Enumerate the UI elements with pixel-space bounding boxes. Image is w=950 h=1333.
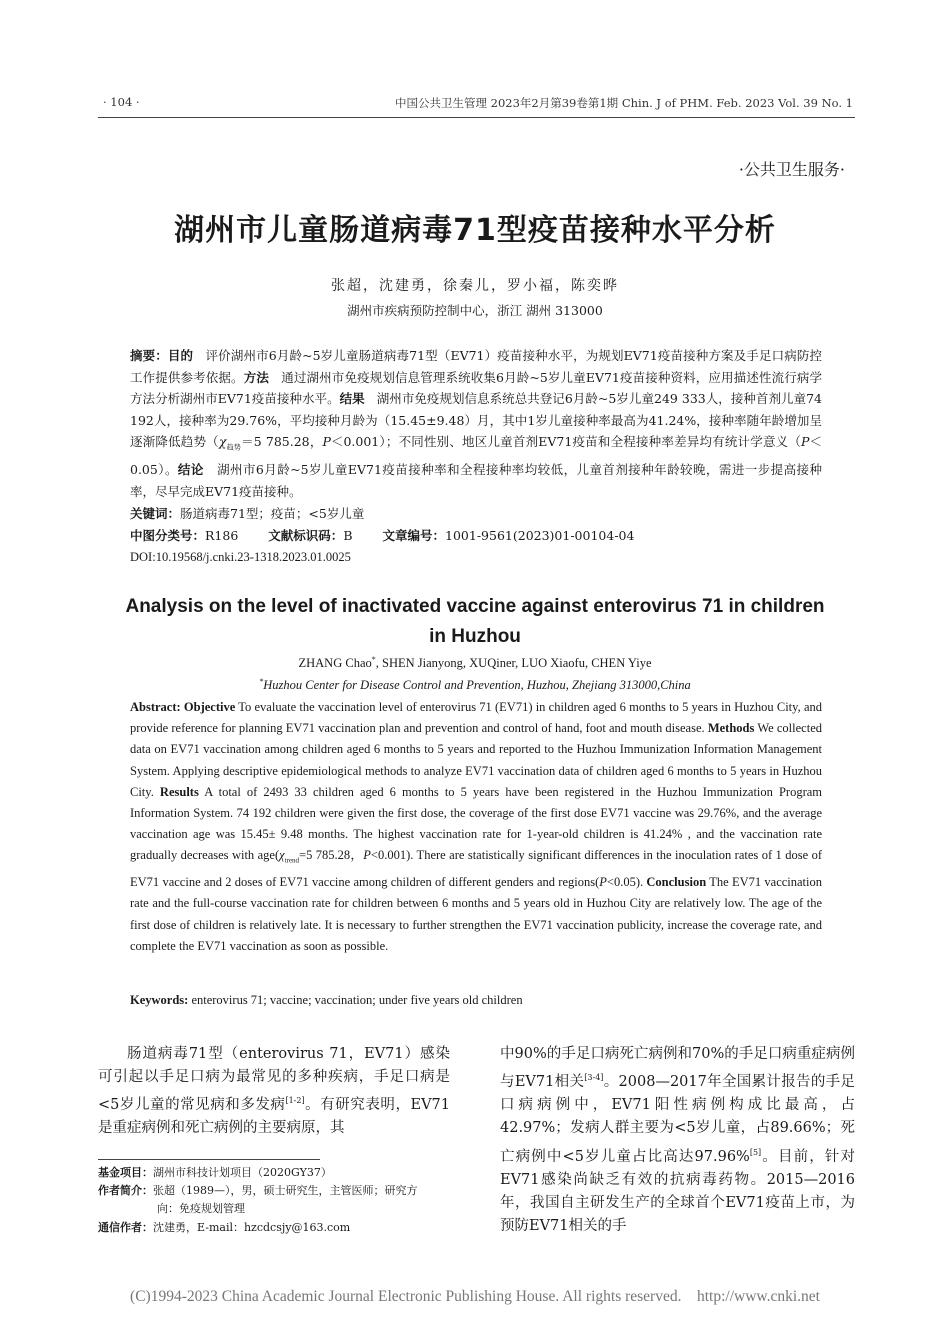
- running-header: 中国公共卫生管理 2023年2月第39卷第1期 Chin. J of PHM. Feb. 2023 Vol. 39 No. 1: [394, 96, 853, 110]
- author-mark: *: [371, 655, 376, 664]
- keywords-text: enterovirus 71; vaccine; vaccination; under five years old children: [191, 993, 523, 1007]
- corresponding-text[interactable]: 沈建勇，E-mail：hzcdcsjy@163.com: [153, 1221, 351, 1234]
- funding-label: 基金项目：: [98, 1166, 153, 1179]
- bio-label: 作者简介：: [98, 1184, 153, 1197]
- methods-text: 通过湖州市免疫规划信息管理系统收集6月龄~5岁儿童EV71疫苗接种资料，应用描述性流行病学方法分析湖州市EV71疫苗接种水平。: [130, 369, 822, 406]
- bio-text: 张超（1989—），男，硕士研究生，主管医师；研究方: [153, 1184, 418, 1197]
- clc-value: R186: [205, 528, 239, 543]
- methods-label: 方法: [243, 369, 269, 385]
- chi-symbol: χ: [279, 848, 285, 863]
- results-text: ＜0.05）。: [130, 434, 822, 477]
- body-column-left: [98, 1043, 450, 1141]
- conclusion-label: 结论: [177, 462, 204, 477]
- body-text: 中90%的手足口病死亡病例和70%的手足口病重症病例与EV71相关: [500, 1046, 855, 1091]
- english-title: Analysis on the level of inactivated vaccine against enterovirus 71 in children in Huzhou: [125, 596, 825, 647]
- results-label: 结果: [339, 391, 365, 406]
- footnote-corresponding: [98, 1219, 458, 1237]
- body-text: 。2008—2017年全国累计报告的手足口病病例中，EV71阳性病例构成比最高，占42.97%；发病人群主要为<5岁儿童，占89.66%；死亡病例中<5岁儿童占比高达97.96%: [500, 1074, 855, 1165]
- abstract-label: 摘要：: [130, 348, 168, 363]
- english-keywords: [130, 993, 523, 1008]
- doc-code-label: 文献标识码：: [268, 528, 344, 543]
- footnote-author-bio: [98, 1182, 458, 1218]
- body-text: 。目前，针对EV71感染尚缺乏有效的抗病毒药物。2015—2016年，我国自主研发生产的全球首个EV71疫苗上市，为预防EV71相关的手: [500, 1148, 855, 1235]
- p-symbol: P: [363, 848, 371, 863]
- affiliation-text: Huzhou Center for Disease Control and Prevention, Huzhou, Zhejiang 313000,China: [263, 678, 691, 693]
- first-author: ZHANG Chao: [298, 656, 372, 671]
- chi-subscript: 趋势: [226, 443, 242, 452]
- doi: DOI:10.19568/j.cnki.23-1318.2023.01.0025: [130, 550, 351, 564]
- body-text: 。有研究表明，EV71是重症病例和死亡病例的主要病原，其: [98, 1097, 450, 1137]
- results-text: A total of 2493 33 children aged 6 months to 5 years have been registered in the Huzhou Immunization Program Information System. 74 192 children were given the first dose, the coverage of the first dose EV71 vaccine was 29.76%, and the average vaccination age was 15.45± 9.48 months. The highest vaccination rate for 1-year-old children is 41.24% , and the vaccination rate gradually decreases with age(: [130, 784, 822, 863]
- bio-text: 向：免疫规划管理: [157, 1202, 245, 1215]
- citation[interactable]: [3-4]: [584, 1073, 604, 1083]
- other-authors: , SHEN Jianyong, XUQiner, LUO Xiaofu, CHEN Yiye: [375, 656, 652, 671]
- header-rule: [98, 117, 855, 118]
- chinese-affiliation: 湖州市疾病预防控制中心，浙江 湖州 313000: [347, 303, 603, 318]
- classification-line: [130, 525, 822, 547]
- keywords-label: Keywords:: [130, 993, 189, 1007]
- corresponding-label: 通信作者：: [98, 1221, 153, 1234]
- results-text: <0.05).: [606, 875, 644, 890]
- abstract-label: Abstract:: [130, 700, 181, 714]
- doc-code-value: B: [343, 528, 353, 543]
- funding-text: 湖州市科技计划项目（2020GY37）: [153, 1166, 332, 1179]
- english-abstract: [130, 697, 822, 957]
- english-authors: [0, 655, 950, 671]
- chinese-title: 湖州市儿童肠道病毒71型疫苗接种水平分析: [174, 213, 776, 248]
- citation[interactable]: [1-2]: [285, 1096, 305, 1106]
- page-number: · 104 ·: [103, 95, 140, 109]
- footnote-rule: [98, 1159, 320, 1160]
- citation[interactable]: [5]: [749, 1147, 762, 1157]
- objective-text: To evaluate the vaccination level of enterovirus 71 (EV71) in children aged 6 months to 5 years in Huzhou City, and provide reference for planning EV71 vaccination plan and prevention and control of hand, foot and mouth disease.: [130, 700, 822, 736]
- results-text: =5 785.28，: [299, 848, 364, 863]
- footnote-funding: [98, 1164, 458, 1182]
- p-symbol: P: [801, 434, 810, 449]
- results-label: Results: [159, 784, 199, 799]
- p-symbol: P: [322, 434, 331, 449]
- copyright-watermark: (C)1994-2023 China Academic Journal Electronic Publishing House. All rights reserved. http://www.cnki.net: [130, 1288, 820, 1305]
- objective-label: Objective: [183, 700, 236, 714]
- chinese-abstract: [130, 345, 822, 502]
- clc-label: 中图分类号：: [130, 528, 206, 543]
- chinese-keywords: [130, 503, 822, 525]
- conclusion-text: The EV71 vaccination rate and the full-course vaccination rate for children between 6 months and 5 years old in Huzhou City are relatively low. The age of the first dose of children is relatively late. It is necessary to further strengthen the EV71 vaccination publicity, increase the coverage rate, and complete the EV71 vaccination as soon as possible.: [130, 875, 823, 953]
- affiliation-mark: *: [259, 677, 264, 686]
- chi-symbol: χ: [218, 434, 227, 449]
- methods-text: We collected data on EV71 vaccination among children aged 6 months to 5 years and reported to the Huzhou Immunization Information Management System. Applying descriptive epidemiological methods to analyze EV71 vaccination data of children aged 6 months to 5 years in Huzhou City.: [130, 721, 822, 799]
- results-text: ＝5 785.28，: [241, 434, 323, 449]
- chi-subscript: trend: [284, 856, 300, 865]
- keywords-label: 关键词：: [130, 506, 181, 521]
- conclusion-text: 湖州市6月龄~5岁儿童EV71疫苗接种率和全程接种率均较低，儿童首剂接种年龄较晚，需进一步提高接种率，尽早完成EV71疫苗接种。: [130, 462, 822, 499]
- results-text: ＜0.001）；不同性别、地区儿童首剂EV71疫苗和全程接种率差异均有统计学意义（: [330, 434, 802, 449]
- results-text: 湖州市免疫规划信息系统总共登记6月龄~5岁儿童249 333人，接种首剂儿童74 192人，接种率为29.76%，平均接种月龄为（15.45±9.48）月，其中1岁儿童接种率最高为41.24%，接种率随年龄增加呈逐渐降低趋势（: [130, 391, 822, 449]
- results-text: <0.001). There are statistically significant differences in the inoculation rates of 1 dose of EV71 vaccine and 2 doses of EV71 vaccine among children of different genders and regions(: [130, 848, 822, 890]
- chinese-authors: 张超，沈建勇，徐秦儿，罗小福，陈奕晔: [331, 278, 619, 294]
- body-column-right: [500, 1043, 855, 1238]
- conclusion-label: Conclusion: [646, 875, 707, 890]
- section-label: ·公共卫生服务·: [738, 160, 845, 179]
- article-number-label: 文章编号：: [382, 528, 446, 543]
- body-text: 肠道病毒71型（enterovirus 71，EV71）感染可引起以手足口病为最常见的多种疾病，手足口病是<5岁儿童的常见病和多发病: [98, 1046, 450, 1114]
- methods-label: Methods: [707, 721, 755, 736]
- keywords-text: 肠道病毒71型；疫苗；<5岁儿童: [180, 506, 365, 521]
- article-number-value: 1001-9561(2023)01-00104-04: [445, 528, 635, 543]
- p-symbol: P: [599, 875, 607, 890]
- english-affiliation: [0, 677, 950, 693]
- objective-label: 目的: [167, 348, 194, 363]
- objective-text: 评价湖州市6月龄~5岁儿童肠道病毒71型（EV71）疫苗接种水平，为规划EV71疫苗接种方案及手足口病防控工作提供参考依据。: [130, 348, 822, 385]
